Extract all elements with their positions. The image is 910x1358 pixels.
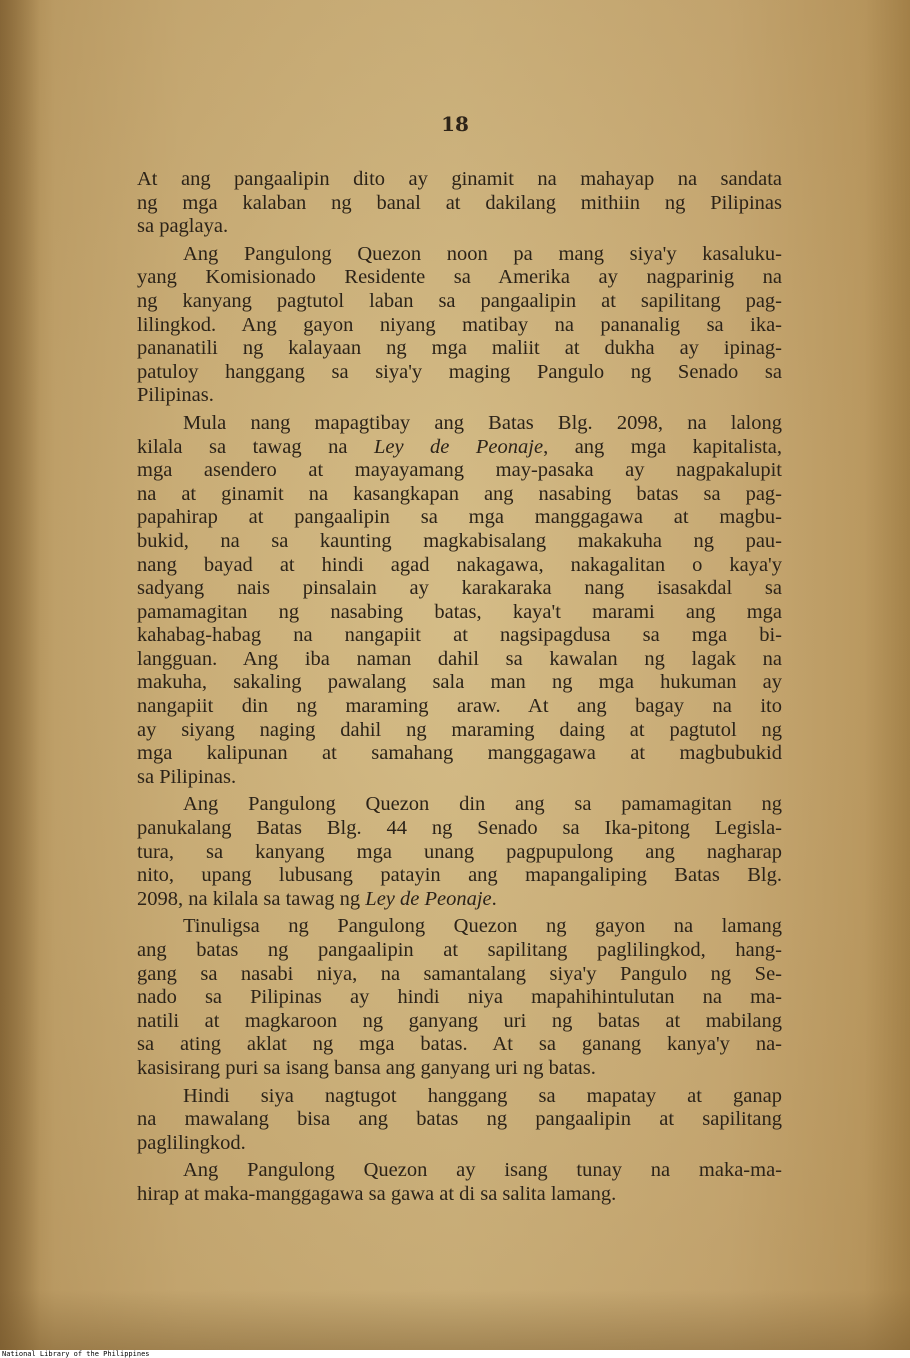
text-line: mga kalipunan at samahang manggagawa at magbubukid	[137, 742, 782, 765]
text-line: At ang pangaalipin dito ay ginamit na mahayap na sandata	[137, 168, 782, 190]
text-line: paglilingkod.	[137, 1131, 246, 1154]
text-line: ang batas ng pangaalipin at sapilitang paglilingkod, hang-	[137, 939, 782, 961]
text-line: tura, sa kanyang mga unang pagpupulong ang nagharap	[137, 840, 782, 863]
text-line: Hindi siya nagtugot hanggang sa mapatay at ganap	[183, 1084, 782, 1107]
paragraph	[137, 1159, 782, 1206]
text-line: na at ginamit na kasangkapan ang nasabing batas sa pag-	[137, 482, 782, 505]
text-line: sa ating aklat ng mga batas. At sa ganang kanya'y na-	[137, 1033, 782, 1056]
text-line: kahabag-habag na nangapiit at nagsipagdusa sa mga bi-	[137, 624, 782, 647]
text-line: yang Komisionado Residente sa Amerika ay nagparinig na	[137, 266, 782, 289]
text-line: mga asendero at mayayamang may-pasaka ay nagpakalupit	[137, 459, 782, 482]
text-line: 2098, na kilala sa tawag ng Ley de Peonaje.	[137, 887, 497, 910]
paragraph	[137, 412, 782, 790]
text-line: bukid, na sa kaunting magkabisalang makakuha ng pau-	[137, 529, 782, 552]
text-line: makuha, sakaling pawalang sala man ng mga hukuman ay	[137, 671, 782, 694]
text-line: nito, upang lubusang patayin ang mapangaliping Batas Blg.	[137, 864, 782, 887]
text-line: pamamagitan ng nasabing batas, kaya't marami ang mga	[137, 600, 782, 623]
paragraph	[137, 793, 782, 911]
page-number: 18	[441, 112, 469, 136]
text-line: Tinuligsa ng Pangulong Quezon ng gayon na lamang	[183, 915, 782, 938]
text-line: Ang Pangulong Quezon ay isang tunay na maka-ma-	[183, 1159, 782, 1182]
text-line: kilala sa tawag na Ley de Peonaje, ang mga kapitalista,	[137, 435, 782, 458]
text-line: nangapiit din ng maraming araw. At ang bagay na ito	[137, 695, 782, 718]
paragraph	[137, 243, 782, 408]
text-line: pananatili ng kalayaan ng mga maliit at dukha ay ipinag-	[137, 337, 782, 360]
text-line: gang sa nasabi niya, na samantalang siya'y Pangulo ng Se-	[137, 962, 782, 985]
text-line: kasisirang puri sa isang bansa ang ganyang uri ng batas.	[137, 1056, 596, 1079]
text-line: Pilipinas.	[137, 384, 214, 407]
body-text	[137, 168, 782, 1207]
text-line: ng mga kalaban ng banal at dakilang mithiin ng Pilipinas	[137, 191, 782, 214]
text-line: Mula nang mapagtibay ang Batas Blg. 2098, na lalong	[183, 411, 782, 434]
text-line: ng kanyang pagtutol laban sa pangaalipin at sapilitang pag-	[137, 289, 782, 312]
text-line: lilingkod. Ang gayon niyang matibay na pananalig sa ika-	[137, 313, 782, 336]
text-line: nado sa Pilipinas ay hindi niya mapahihintulutan na ma-	[137, 986, 782, 1009]
text-line: sa paglaya.	[137, 215, 229, 238]
text-line: langguan. Ang iba naman dahil sa kawalan ng lagak na	[137, 647, 782, 670]
text-line: sadyang nais pinsalain ay karakaraka nang isasakdal sa	[137, 577, 782, 600]
text-line: papahirap at pangaalipin sa mga manggagawa at magbu-	[137, 506, 782, 529]
text-line: panukalang Batas Blg. 44 ng Senado sa Ika-pitong Legisla-	[137, 817, 782, 840]
paragraph	[137, 915, 782, 1080]
text-line: patuloy hanggang sa siya'y maging Pangulo ng Senado sa	[137, 360, 782, 383]
text-line: ay siyang naging dahil ng maraming daing at pagtutol ng	[137, 718, 782, 741]
text-line: na mawalang bisa ang batas ng pangaalipin at sapilitang	[137, 1108, 782, 1131]
text-line: natili at magkaroon ng ganyang uri ng batas at mabilang	[137, 1009, 782, 1032]
paragraph	[137, 168, 782, 239]
footer-credit: National Library of the Philippines	[2, 1350, 150, 1358]
text-line: nang bayad at hindi agad nakagawa, nakagalitan o kaya'y	[137, 553, 782, 576]
text-line: Ang Pangulong Quezon noon pa mang siya'y kasaluku-	[183, 242, 782, 265]
paragraph	[137, 1085, 782, 1156]
text-line: Ang Pangulong Quezon din ang sa pamamagitan ng	[183, 793, 782, 816]
text-line: hirap at maka-manggagawa sa gawa at di sa salita lamang.	[137, 1182, 617, 1205]
text-line: sa Pilipinas.	[137, 765, 237, 788]
